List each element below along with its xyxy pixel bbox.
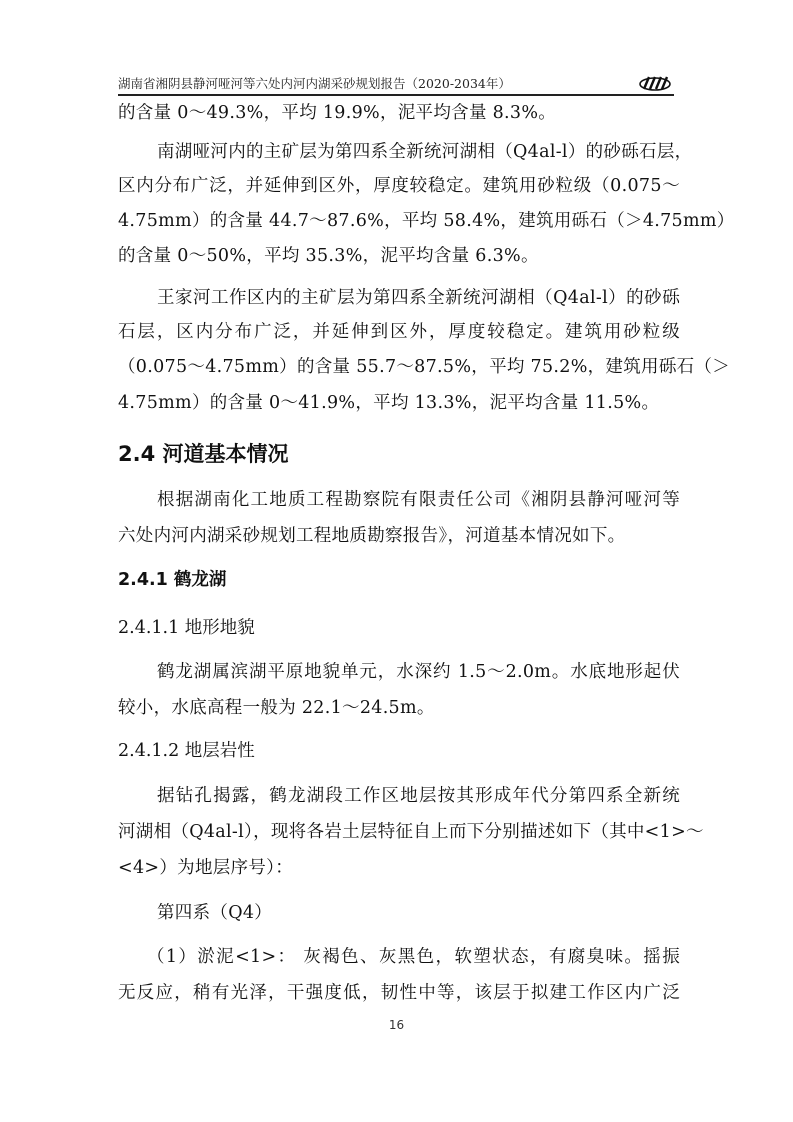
text-line: 区内分布广泛，并延伸到区外，厚度较稳定。建筑用砂粒级（0.075～ — [118, 176, 680, 196]
text-line: 据钻孔揭露，鹤龙湖段工作区地层按其形成年代分第四系全新统 — [157, 786, 680, 806]
running-header — [118, 72, 674, 96]
text-line: 第四系（Q4） — [157, 903, 273, 923]
text-line: （0.075～4.75mm）的含量 55.7～87.5%，平均 75.2%，建筑用砾石（＞ — [118, 357, 731, 377]
text-line: 王家河工作区内的主矿层为第四系全新统河湖相（Q4al-l）的砂砾 — [157, 288, 680, 308]
subsection-heading: 2.4.1 鹤龙湖 — [118, 570, 227, 590]
page-number: 16 — [388, 1018, 405, 1032]
company-logo-icon — [638, 74, 672, 92]
text-line: 较小，水底高程一般为 22.1～24.5m。 — [118, 698, 435, 718]
text-line: 无反应，稍有光泽，干强度低，韧性中等，该层于拟建工作区内广泛 — [118, 983, 680, 1003]
text-line: 4.75mm）的含量 0～41.9%，平均 13.3%，泥平均含量 11.5%。 — [118, 393, 660, 413]
text-line: （1）淤泥<1>： 灰褐色、灰黑色，软塑状态，有腐臭味。摇振 — [147, 947, 680, 967]
text-line: 的含量 0～49.3%，平均 19.9%，泥平均含量 8.3%。 — [118, 103, 557, 123]
text-line: 河湖相（Q4al-l），现将各岩土层特征自上而下分别描述如下（其中<1>～ — [118, 822, 704, 842]
section-heading: 2.4 河道基本情况 — [118, 442, 289, 466]
text-line: 石层，区内分布广泛，并延伸到区外，厚度较稳定。建筑用砂粒级 — [118, 322, 680, 342]
text-line: 鹤龙湖属滨湖平原地貌单元，水深约 1.5～2.0m。水底地形起伏 — [157, 662, 680, 682]
text-line: 南湖哑河内的主矿层为第四系全新统河湖相（Q4al-l）的砂砾石层， — [157, 142, 693, 162]
subsubsection-heading: 2.4.1.2 地层岩性 — [118, 741, 255, 761]
text-line: 的含量 0～50%，平均 35.3%，泥平均含量 6.3%。 — [118, 246, 539, 266]
text-line: <4>）为地层序号）： — [118, 858, 294, 878]
text-line: 六处内河内湖采砂规划工程地质勘察报告》，河道基本情况如下。 — [118, 526, 626, 546]
header-rule — [118, 94, 674, 96]
header-title: 湖南省湘阴县静河哑河等六处内河内湖采砂规划报告（2020-2034年） — [118, 76, 511, 91]
text-line: 根据湖南化工地质工程勘察院有限责任公司《湘阴县静河哑河等 — [157, 490, 680, 510]
text-line: 4.75mm）的含量 44.7～87.6%，平均 58.4%，建筑用砾石（＞4.75mm） — [118, 211, 735, 231]
subsubsection-heading: 2.4.1.1 地形地貌 — [118, 618, 255, 638]
